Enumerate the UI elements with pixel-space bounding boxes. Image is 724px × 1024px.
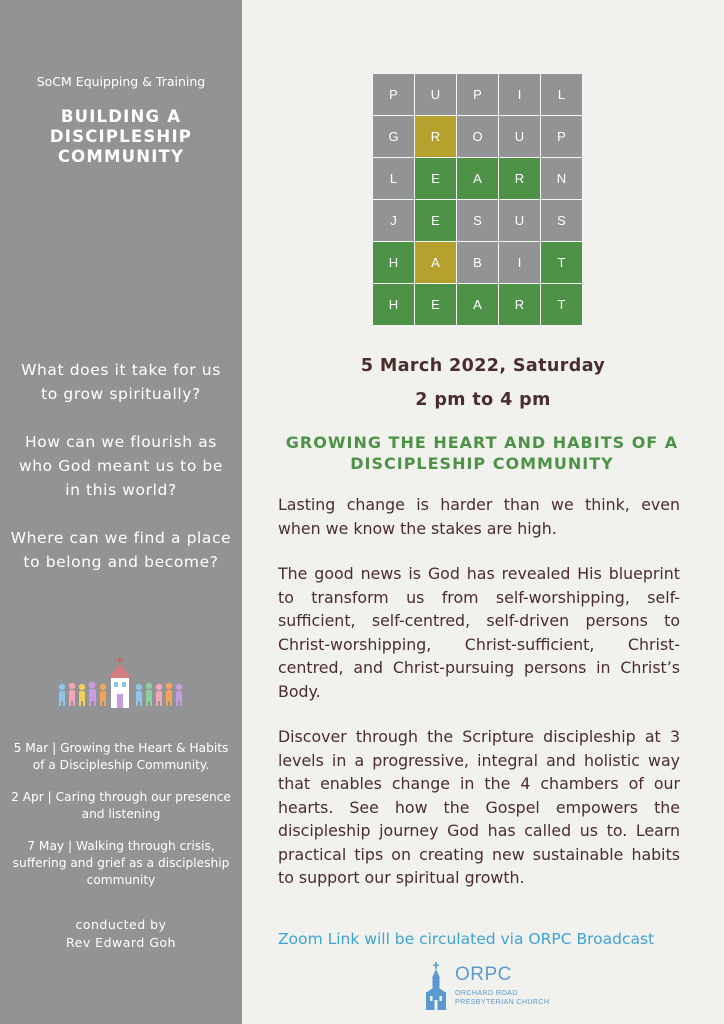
letter-tile: L (541, 74, 582, 115)
session-item: 2 Apr | Caring through our presence and listening (11, 790, 231, 821)
word-grid (372, 73, 584, 326)
event-heading: GROWING THE HEART AND HABITS OF A DISCIPLESHIP COMMUNITY (285, 433, 679, 473)
main-content (242, 0, 724, 1024)
description-paragraph: Lasting change is harder than we think, even when we know the stakes are high. (278, 495, 680, 538)
letter-tile: E (415, 284, 456, 325)
letter-tile: I (499, 74, 540, 115)
speaker-name: Rev Edward Goh (66, 935, 176, 950)
letter-tile: R (499, 284, 540, 325)
question-2: How can we flourish as who God meant us to be in this world? (18, 433, 224, 499)
letter-tile: G (373, 116, 414, 157)
series-eyebrow: SoCM Equipping & Training (36, 74, 206, 89)
person-figure (136, 683, 182, 706)
series-title: BUILDING A DISCIPLESHIP COMMUNITY (49, 107, 193, 166)
letter-tile: B (457, 242, 498, 283)
reflection-questions (10, 358, 232, 598)
logo-subtitle-line: ORCHARD ROAD (455, 988, 518, 997)
letter-tile: U (415, 74, 456, 115)
session-item: 7 May | Walking through crisis, suffering and grief as a discipleship community (12, 839, 230, 887)
zoom-note: Zoom Link will be circulated via ORPC Broadcast (278, 930, 655, 948)
letter-tile: O (457, 116, 498, 157)
event-date: 5 March 2022, Saturday (360, 356, 606, 376)
person-figure (59, 682, 106, 706)
letter-tile: I (499, 242, 540, 283)
question-3: Where can we find a place to belong and become? (10, 529, 232, 571)
letter-tile: J (373, 200, 414, 241)
letter-tile: L (373, 158, 414, 199)
session-item: 5 Mar | Growing the Heart & Habits of a Discipleship Community. (13, 741, 229, 772)
letter-tile: P (457, 74, 498, 115)
orpc-logo (424, 962, 564, 1016)
letter-tile: R (499, 158, 540, 199)
description-paragraph: Discover through the Scripture discipleship at 3 levels in a progressive, integral and holistic way that enables change in the 4 chambers of our hearts. See how the Gospel empowers the discipleship journey God has called us to. Learn practical tips on creating new sustainable habits to support our spiritual growth. (278, 727, 680, 887)
letter-tile: T (541, 242, 582, 283)
letter-tile: N (541, 158, 582, 199)
logo-subtitle-line: PRESBYTERIAN CHURCH (455, 996, 550, 1006)
letter-tile: H (373, 284, 414, 325)
letter-tile: U (499, 116, 540, 157)
conducted-by (0, 916, 242, 952)
logo-name: ORPC (455, 964, 512, 985)
letter-tile: P (373, 74, 414, 115)
letter-tile: A (457, 284, 498, 325)
church-drawing (108, 656, 132, 708)
letter-tile: P (541, 116, 582, 157)
letter-tile: U (499, 200, 540, 241)
letter-tile: E (415, 158, 456, 199)
logo-subtitle (455, 989, 549, 1006)
letter-tile: A (457, 158, 498, 199)
letter-tile: S (541, 200, 582, 241)
letter-tile: R (415, 116, 456, 157)
letter-tile: A (415, 242, 456, 283)
letter-tile: H (373, 242, 414, 283)
church-building-icon (424, 962, 448, 1012)
letter-tile: S (457, 200, 498, 241)
event-time: 2 pm to 4 pm (415, 390, 551, 410)
question-1: What does it take for us to grow spiritually? (21, 361, 221, 403)
letter-tile: E (415, 200, 456, 241)
description-paragraph: The good news is God has revealed His blueprint to transform us from self-worshipping, self-sufficient, self-centred, self-driven persons to Christ-worshipping, Christ-sufficient, Christ-centred, and Christ-pursuing persons in Christ’s Body. (278, 564, 680, 701)
church-with-people-icon (56, 656, 186, 710)
event-description (278, 493, 680, 912)
session-list (10, 740, 232, 904)
conducted-label: conducted by (75, 917, 167, 932)
letter-tile: T (541, 284, 582, 325)
sidebar (0, 0, 242, 1024)
